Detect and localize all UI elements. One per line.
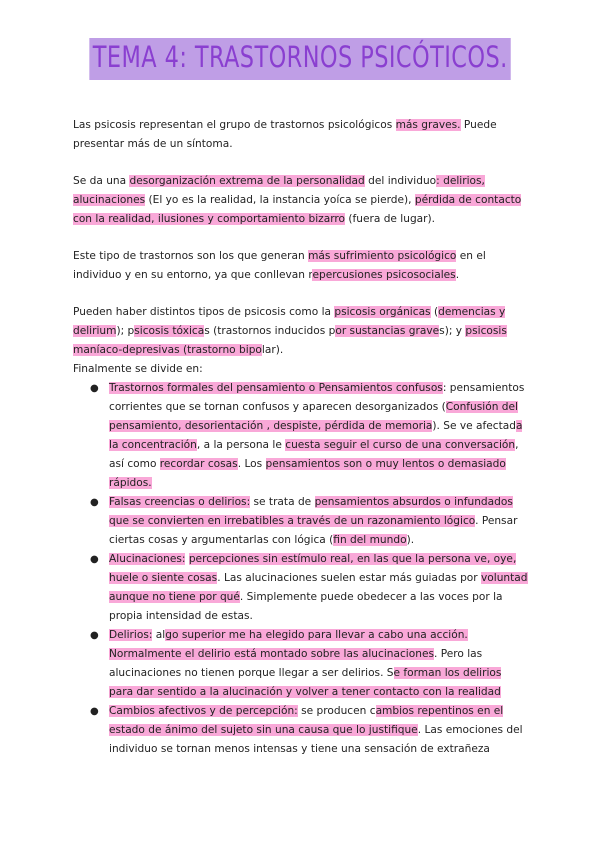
highlighted-text: psicosis maníaco-depresivas (trastorno bipo [73,325,507,356]
text-segment: al [152,629,166,641]
list-item [73,379,528,493]
highlighted-text: voluntad aunque no tiene por qué [109,572,528,603]
text-segment: s); y [439,325,466,337]
highlighted-text: Delirios: [109,629,153,641]
text-segment: del individuo [364,175,437,187]
text-segment: se producen c [297,705,376,717]
highlighted-text: demencias y delirium [73,306,506,337]
highlighted-text: Falsas creencias o delirios: [109,496,251,508]
highlighted-text: Trastornos formales del pensamiento o Pensamientos confusos [109,382,443,394]
text-segment: Las psicosis representan el grupo de trastornos psicológicos [73,119,396,131]
text-segment: . [455,269,460,281]
list-item [73,702,528,759]
list-item [73,626,528,702]
text-segment: ). [406,534,415,546]
paragraph-tipos [73,303,528,360]
text-segment: Este tipo de trastornos son los que generan [73,250,309,262]
text-segment: . Las emociones del individuo se tornan menos intensas y tiene una sensación de extrañeza [109,724,523,755]
bullet-icon: ● [90,554,99,565]
symptom-list [73,379,528,759]
title-wrapper [0,38,600,80]
paragraph-desorganizacion [73,172,528,229]
bullet-icon: ● [90,706,99,717]
highlighted-text: e forman los delirios para dar sentido a la alucinación y volver a tener contacto con la realidad [109,667,502,698]
highlighted-text: percepciones sin estímulo real, en las que la persona ve, oye, huele o siente cosas [109,553,517,584]
text-segment: ); p [116,325,135,337]
highlighted-text: Confusión del pensamiento, desorientación , despiste, pérdida de memoria [109,401,518,432]
text-segment: : pensamientos corrientes que se tornan confusos y aparecen desorganizados ( [109,382,525,413]
text-segment: s (trastornos inducidos p [204,325,336,337]
highlighted-text: or sustancias grave [335,325,440,337]
highlighted-text: más sufrimiento psicológico [308,250,457,262]
highlighted-text: a la concentración [109,420,523,451]
list-item [73,550,528,626]
text-segment: lar). [261,344,284,356]
highlighted-text: go superior me ha elegido para llevar a cabo una acción. Normalmente el delirio está montado sobre las alucinaciones [109,629,468,660]
text-segment: (El yo es la realidad, la instancia yoíca se pierde), [145,194,415,206]
highlighted-text: cuesta seguir el curso de una conversación [285,439,516,451]
text-segment: (fuera de lugar). [345,213,436,225]
list-item [73,493,528,550]
highlighted-text: Cambios afectivos y de percepción: [109,705,298,717]
text-segment: . Simplemente puede obedecer a las voces por la propia intensidad de estas. [109,591,503,622]
highlighted-text: fin del mundo [333,534,407,546]
highlighted-text: sicosis tóxica [134,325,205,337]
bullet-icon: ● [90,630,99,641]
paragraph-finalmente: Finalmente se divide en: [73,363,203,375]
text-segment: . Los [237,458,266,470]
text-segment: ( [430,306,439,318]
highlighted-text: : delirios, alucinaciones [73,175,485,206]
text-segment: , así como [109,439,519,470]
highlighted-text: recordar cosas [159,458,238,470]
text-segment: . Pero las alucinaciones no tienen porque llegar a ser delirios. S [109,648,483,679]
page-title: TEMA 4: TRASTORNOS PSICÓTICOS. [89,38,511,80]
paragraph-intro [73,116,528,154]
text-segment: se trata de [250,496,315,508]
highlighted-text: pensamientos son o muy lentos o demasiado rápidos. [109,458,506,489]
text-segment: Puede presentar más de un síntoma. [73,119,497,150]
bullet-icon: ● [90,497,99,508]
highlighted-text: pensamientos absurdos o infundados que se convierten en irrebatibles a través de un razonamiento lógico [109,496,513,527]
text-segment: Pueden haber distintos tipos de psicosis como la [73,306,335,318]
highlighted-text: psicosis orgánicas [334,306,431,318]
text-segment: en el individuo y en su entorno, ya que conllevan r [73,250,486,281]
text-segment: , a la persona le [196,439,286,451]
highlighted-text: desorganización extrema de la personalidad [129,175,365,187]
bullet-icon: ● [90,383,99,394]
paragraph-sufrimiento [73,247,528,285]
text-segment: Se da una [73,175,130,187]
highlighted-text: pérdida de contacto con la realidad, ilusiones y comportamiento bizarro [73,194,522,225]
highlighted-text: ambios repentinos en el estado de ánimo del sujeto sin una causa que lo justifique [109,705,504,736]
text-segment: . Pensar ciertas cosas y argumentarlas con lógica ( [109,515,518,546]
highlighted-text: epercusiones psicosociales [312,269,456,281]
highlighted-text: más graves. [395,119,461,131]
highlighted-text: Alucinaciones: [109,553,186,565]
document-body [73,116,528,759]
text-segment: . Las alucinaciones suelen estar más guiadas por [217,572,482,584]
text-segment: ). Se ve afectad [432,420,516,432]
